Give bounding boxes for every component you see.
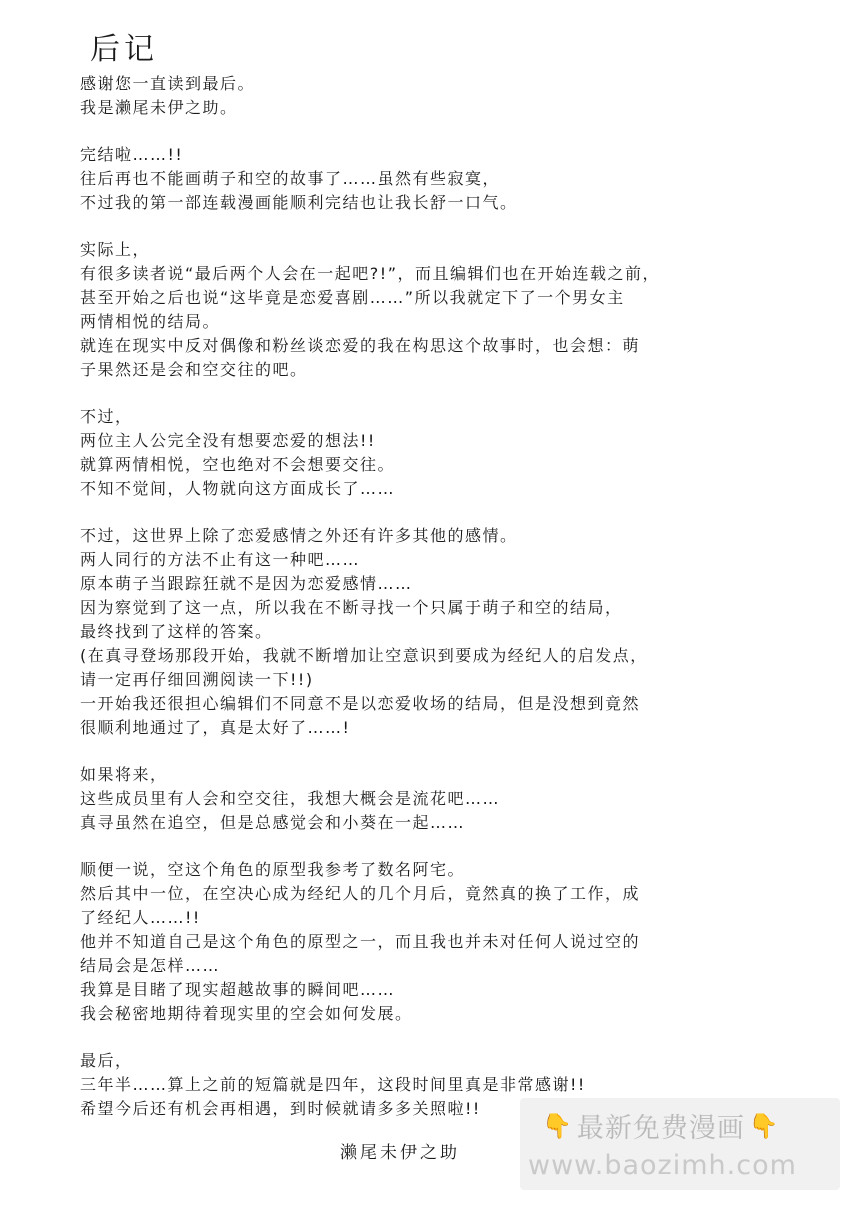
paragraph (80, 143, 730, 215)
text-line: 很顺利地通过了，真是太好了……! (80, 718, 351, 737)
text-line: 不过， (80, 407, 133, 426)
pointing-hand-icon: 👇 (542, 1111, 573, 1140)
watermark-url: www.baozimh.com (528, 1150, 797, 1181)
text-line: 实际上， (80, 240, 151, 259)
paragraph (80, 405, 730, 501)
author-signature: 濑尾未伊之助 (340, 1143, 460, 1163)
text-line: 完结啦……!! (80, 145, 184, 164)
page-title: 后记 (90, 32, 158, 67)
text-line: 有很多读者说“最后两个人会在一起吧?!”，而且编辑们也在开始连载之前， (80, 264, 660, 283)
text-line: 一开始我还很担心编辑们不同意不是以恋爱收场的结局，但是没想到竟然 (80, 694, 641, 713)
text-line: 他并不知道自己是这个角色的原型之一，而且我也并未对任何人说过空的 (80, 932, 641, 951)
text-line: 然后其中一位，在空决心成为经纪人的几个月后，竟然真的换了工作，成 (80, 884, 641, 903)
text-line: 希望今后还有机会再相遇，到时候就请多多关照啦!! (80, 1099, 481, 1118)
text-line: 了经纪人……!! (80, 908, 201, 927)
text-line: 我会秘密地期待着现实里的空会如何发展。 (80, 1004, 413, 1023)
text-line: 结局会是怎样…… (80, 956, 221, 975)
paragraph (80, 72, 730, 120)
paragraph (80, 524, 730, 740)
text-line: 就算两情相悦，空也绝对不会想要交往。 (80, 455, 396, 474)
afterword-body (80, 72, 730, 1144)
text-line: 我是濑尾未伊之助。 (80, 98, 238, 117)
text-line: 顺便一说，空这个角色的原型我参考了数名阿宅。 (80, 860, 466, 879)
text-line: 原本萌子当跟踪狂就不是因为恋爱感情…… (80, 574, 413, 593)
watermark-row (538, 1106, 784, 1145)
text-line: 因为察觉到了这一点，所以我在不断寻找一个只属于萌子和空的结局， (80, 598, 623, 617)
pointing-hand-icon: 👇 (748, 1111, 780, 1140)
text-line: 感谢您一直读到最后。 (80, 74, 256, 93)
text-line: 不过，这世界上除了恋爱感情之外还有许多其他的感情。 (80, 526, 518, 545)
text-line: 两人同行的方法不止有这一种吧…… (80, 550, 361, 569)
paragraph (80, 238, 730, 382)
paragraph (80, 858, 730, 1026)
text-line: 最后， (80, 1051, 133, 1070)
text-line: 如果将来， (80, 765, 168, 784)
text-line: (在真寻登场那段开始，我就不断增加让空意识到要成为经纪人的启发点， (80, 646, 648, 665)
text-line: 这些成员里有人会和空交往，我想大概会是流花吧…… (80, 789, 501, 808)
watermark-text: 最新免费漫画 (576, 1113, 745, 1144)
site-watermark (520, 1098, 840, 1190)
text-line: 请一定再仔细回溯阅读一下!!) (80, 670, 314, 689)
text-line: 就连在现实中反对偶像和粉丝谈恋爱的我在构思这个故事时，也会想：萌 (80, 336, 641, 355)
text-line: 三年半……算上之前的短篇就是四年，这段时间里真是非常感谢!! (80, 1075, 586, 1094)
text-line: 我算是目睹了现实超越故事的瞬间吧…… (80, 980, 396, 999)
text-line: 最终找到了这样的答案。 (80, 622, 273, 641)
text-line: 两位主人公完全没有想要恋爱的想法!! (80, 431, 376, 450)
text-line: 往后再也不能画萌子和空的故事了……虽然有些寂寞， (80, 169, 501, 188)
text-line: 不过我的第一部连载漫画能顺利完结也让我长舒一口气。 (80, 193, 518, 212)
text-line: 子果然还是会和空交往的吧。 (80, 360, 308, 379)
text-line: 不知不觉间，人物就向这方面成长了…… (80, 479, 396, 498)
text-line: 真寻虽然在追空，但是总感觉会和小葵在一起…… (80, 813, 466, 832)
text-line: 甚至开始之后也说“这毕竟是恋爱喜剧……”所以我就定下了一个男女主 (80, 288, 625, 307)
text-line: 两情相悦的结局。 (80, 312, 221, 331)
paragraph (80, 763, 730, 835)
